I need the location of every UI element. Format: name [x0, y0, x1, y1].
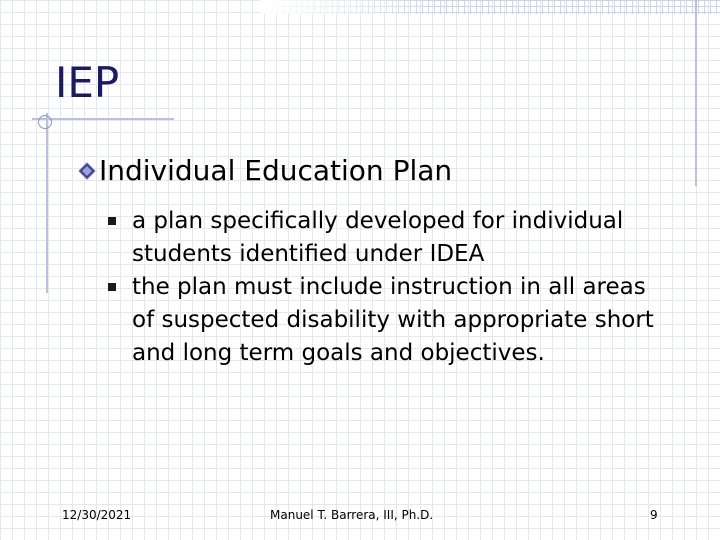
crosshair-icon [38, 115, 52, 129]
square-icon [108, 283, 116, 291]
title-underline-rule [32, 118, 174, 120]
slide-title: IEP [55, 58, 120, 107]
list-item [108, 271, 668, 370]
corner-grid-fade [260, 0, 720, 14]
sub-bullet-text: a plan specifically developed for individual students identified under IDEA [132, 208, 624, 267]
main-bullet [78, 154, 453, 187]
square-icon [108, 217, 116, 225]
left-accent-rule [46, 113, 48, 293]
footer-date: 12/30/2021 [62, 508, 132, 522]
page-number: 9 [650, 508, 658, 522]
main-bullet-text: Individual Education Plan [99, 154, 453, 187]
diamond-icon [78, 162, 96, 180]
list-item [108, 205, 668, 271]
sub-bullet-list [108, 205, 668, 370]
footer-author: Manuel T. Barrera, III, Ph.D. [270, 508, 434, 522]
right-accent-rule [695, 0, 697, 186]
sub-bullet-text: the plan must include instruction in all areas of suspected disability with appropriate short and long term goals and objectives. [132, 274, 654, 366]
